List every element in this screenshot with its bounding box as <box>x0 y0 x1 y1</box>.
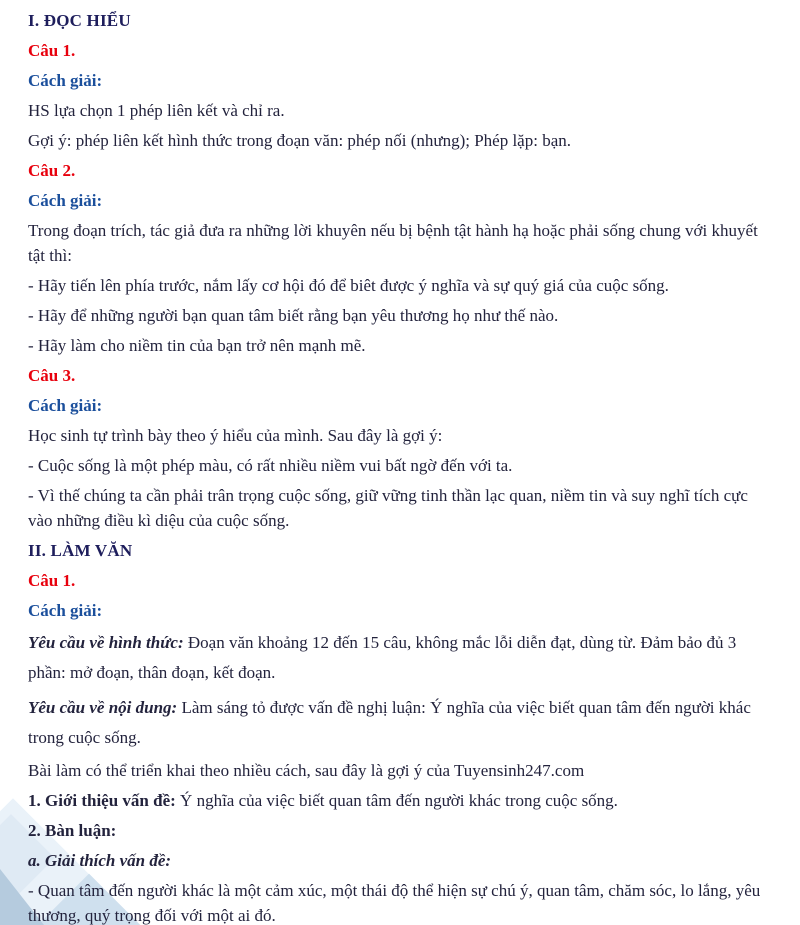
section-title-reading: I. ĐỌC HIỂU <box>28 11 131 30</box>
section-title-writing: II. LÀM VĂN <box>28 541 133 560</box>
requirement-content <box>28 693 774 753</box>
q2-intro: Trong đoạn trích, tác giả đưa ra những lời khuyên nếu bị bệnh tật hành hạ hoặc phải sống chung với khuyết tật thì: <box>28 221 758 265</box>
q3-intro: Học sinh tự trình bày theo ý hiểu của mình. Sau đây là gợi ý: <box>28 426 443 445</box>
document-content <box>28 8 774 925</box>
writing-question-1-label: Câu 1. <box>28 571 76 590</box>
question-3-label: Câu 3. <box>28 366 76 385</box>
solution-label: Cách giải: <box>28 71 103 90</box>
solution-label: Cách giải: <box>28 396 103 415</box>
note-line: Bài làm có thể triển khai theo nhiều cách, sau đây là gợi ý của Tuyensinh247.com <box>28 761 585 780</box>
q3-bullet: - Cuộc sống là một phép màu, có rất nhiều niềm vui bất ngờ đến với ta. <box>28 456 513 475</box>
requirement-form-text: Đoạn văn khoảng 12 đến 15 câu, không mắc lỗi diễn đạt, dùng từ. Đảm bảo đủ 3 phần: mở đoạn, thân đoạn, kết đoạn. <box>28 633 737 682</box>
outline-point-2: 2. Bàn luận: <box>28 821 117 840</box>
question-1-label: Câu 1. <box>28 41 76 60</box>
outline-point-1-text: Ý nghĩa của việc biết quan tâm đến người khác trong cuộc sống. <box>180 791 618 810</box>
q2-bullet: - Hãy tiến lên phía trước, nắm lấy cơ hội đó để biêt được ý nghĩa và sự quý giá của cuộc sống. <box>28 276 669 295</box>
outline-point-2a: a. Giải thích vấn đề: <box>28 851 172 870</box>
q1-answer-line: HS lựa chọn 1 phép liên kết và chỉ ra. <box>28 101 285 120</box>
outline-point-1 <box>28 788 774 813</box>
requirement-form-lead: Yêu cầu về hình thức: <box>28 633 184 652</box>
q1-hint-line: Gợi ý: phép liên kết hình thức trong đoạn văn: phép nối (nhưng); Phép lặp: bạn. <box>28 131 571 150</box>
outline-point-2a-bullet: - Quan tâm đến người khác là một cảm xúc, một thái độ thể hiện sự chú ý, quan tâm, chăm sóc, lo lắng, yêu thương, quý trọng đối với một ai đó. <box>28 881 761 925</box>
q3-bullet: - Vì thế chúng ta cần phải trân trọng cuộc sống, giữ vững tinh thần lạc quan, niềm tin và suy nghĩ tích cực vào những điều kì diệu của cuộc sống. <box>28 486 748 530</box>
solution-label: Cách giải: <box>28 191 103 210</box>
solution-label: Cách giải: <box>28 601 103 620</box>
q2-bullet: - Hãy làm cho niềm tin của bạn trở nên mạnh mẽ. <box>28 336 366 355</box>
question-2-label: Câu 2. <box>28 161 76 180</box>
requirement-form <box>28 628 774 688</box>
q2-bullet: - Hãy để những người bạn quan tâm biết rằng bạn yêu thương họ như thế nào. <box>28 306 559 325</box>
outline-point-1-lead: 1. Giới thiệu vấn đề: <box>28 791 176 810</box>
requirement-content-lead: Yêu cầu về nội dung: <box>28 698 178 717</box>
requirement-content-text: Làm sáng tỏ được vấn đề nghị luận: Ý nghĩa của việc biết quan tâm đến người khác trong cuộc sống. <box>28 698 751 747</box>
